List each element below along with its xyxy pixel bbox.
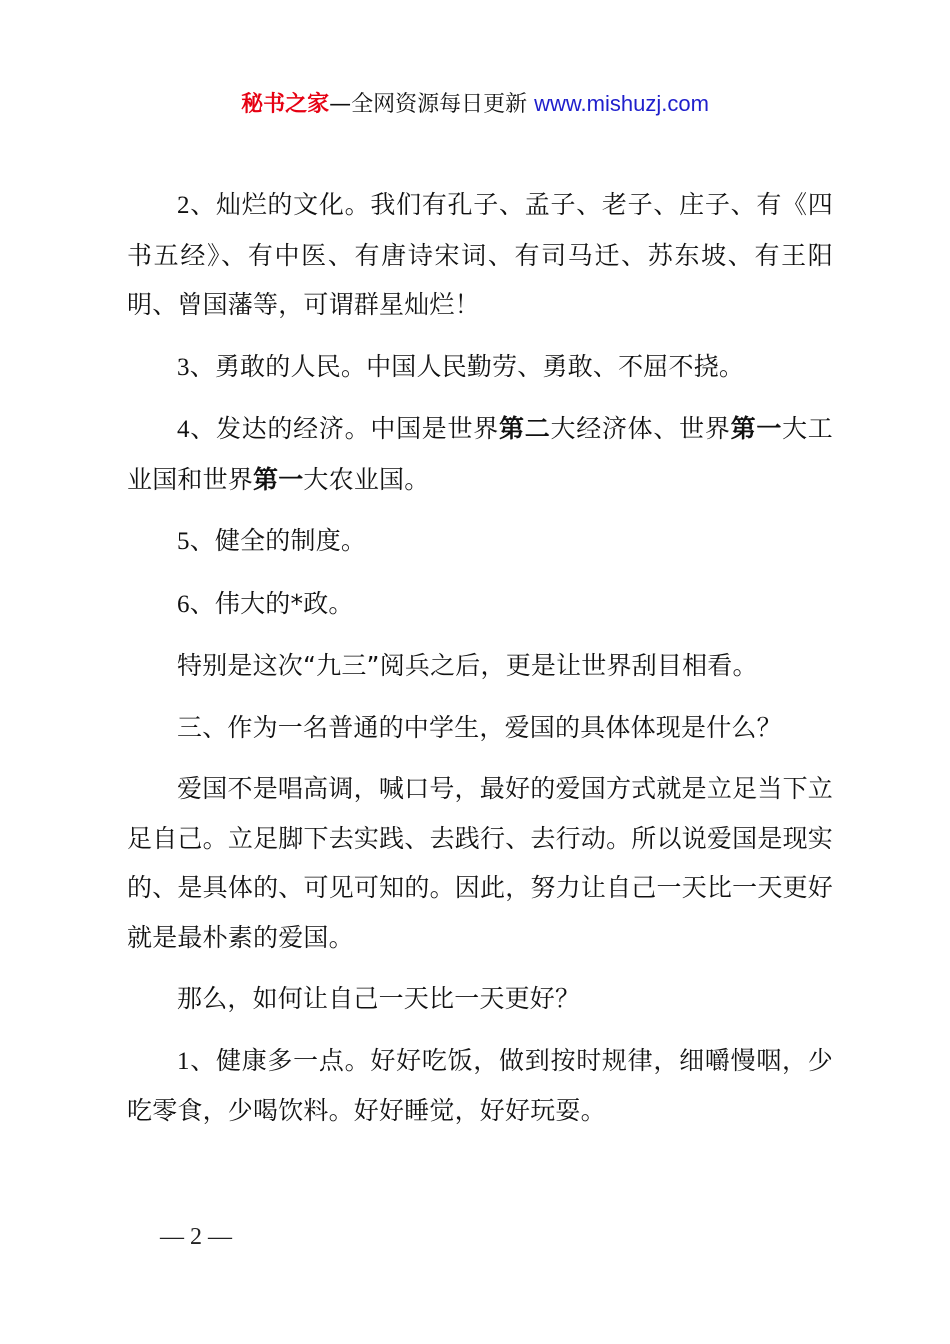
paragraph-parade: 特别是这次“九三”阅兵之后，更是让世界刮目相看。 <box>177 651 758 680</box>
paragraph-text: 、发达的经济。中国是世界 <box>189 414 500 443</box>
paragraph-text: 、健全的制度。 <box>189 526 367 555</box>
item-number: 4 <box>177 416 190 443</box>
paragraph-patriotism: 爱国不是唱高调，喊口号，最好的爱国方式就是立足当下立足自己。立足脚下去实践、去践行、去行动。所以说爱国是现实的、是具体的、可见可知的。因此，努力让自己一天比一天更好就是最朴素的爱国。 <box>127 774 833 952</box>
paragraph-people <box>127 342 833 393</box>
item-number: 6 <box>177 590 190 618</box>
page-number: — 2 — <box>160 1224 232 1250</box>
item-number: 5 <box>177 528 190 555</box>
paragraph-economy <box>127 404 833 504</box>
paragraph-text: 、伟大的*政。 <box>189 588 354 618</box>
paragraph-health <box>127 1036 833 1136</box>
paragraph-system <box>127 516 833 567</box>
item-number: 3 <box>177 353 190 381</box>
paragraph-text: 、健康多一点。好好吃饭，做到按时规律，细嚼慢咽，少吃零食，少喝饮料。好好睡觉，好好玩耍。 <box>127 1045 833 1125</box>
item-number: 2 <box>177 192 190 219</box>
site-header <box>0 88 950 121</box>
paragraph-text: 、勇敢的人民。中国人民勤劳、勇敢、不屈不挠。 <box>189 351 745 381</box>
header-tagline: —全网资源每日更新 <box>329 92 535 117</box>
paragraph-culture <box>127 180 833 330</box>
site-url-link[interactable]: www.mishuzj.com <box>534 91 709 116</box>
bold-emphasis: 第一 <box>730 414 783 443</box>
section-heading-three: 三、作为一名普通的中学生，爱国的具体体现是什么？ <box>177 712 782 742</box>
bold-emphasis: 第二 <box>499 414 551 443</box>
paragraph-text: 大经济体、世界 <box>550 414 731 443</box>
item-number: 1 <box>177 1047 190 1075</box>
paragraph-text: 、灿烂的文化。我们有孔子、孟子、老子、庄子、有《四书五经》、有中医、有唐诗宋词、有司马迁、苏东坡、有王阳明、曾国藩等，可谓群星灿烂！ <box>127 190 833 319</box>
paragraph-party <box>127 579 833 630</box>
document-body <box>127 180 833 1148</box>
paragraph-text: 大工业国和世界 <box>127 414 834 494</box>
paragraph-text: 大农业国。 <box>303 464 430 494</box>
brand-name: 秘书之家 <box>241 92 330 117</box>
paragraph-question: 那么，如何让自己一天比一天更好？ <box>177 984 581 1013</box>
bold-emphasis: 第一 <box>253 464 304 494</box>
